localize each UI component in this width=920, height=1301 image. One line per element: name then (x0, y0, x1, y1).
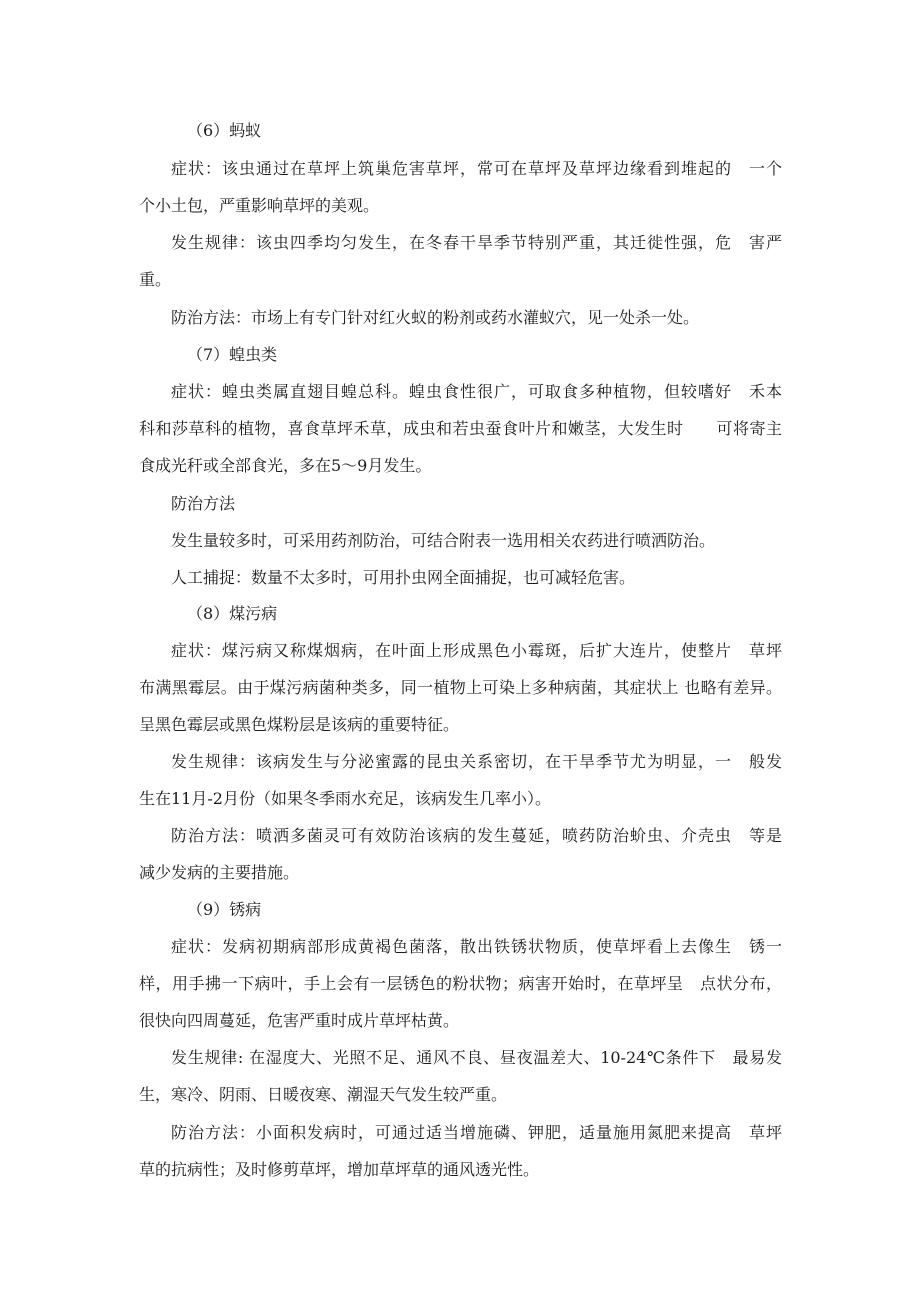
sooty-control-line-1: 防治方法：喷洒多菌灵可有效防治该病的发生蔓延，喷药防治蚧虫、介壳虫 等是 (171, 826, 782, 845)
section-heading-locust: （7）蝗虫类 (187, 345, 278, 364)
rust-symptom-line-2: 样，用手拂一下病叶，手上会有一层锈色的粉状物；病害开始时，在草坪呈 点状分布， (139, 974, 782, 993)
rust-pattern-line-2: 生，寒冷、阴雨、日暖夜寒、潮湿天气发生较严重。 (139, 1085, 508, 1104)
locust-symptom-line-3: 食成光秆或全部食光，多在5～9月发生。 (139, 456, 432, 475)
rust-control-line-2: 草的抗病性；及时修剪草坪，增加草坪草的通风透光性。 (139, 1160, 540, 1179)
sooty-symptom-line-2: 布满黑霉层。由于煤污病菌种类多，同一植物上可染上多种病菌，其症状上 也略有差异。 (139, 678, 782, 697)
section-heading-rust: （9）锈病 (187, 900, 262, 919)
sooty-symptom-line-1: 症状：煤污病又称煤烟病，在叶面上形成黑色小霉斑，后扩大连片，使整片 草坪 (171, 641, 782, 660)
locust-control-item-2: 人工捕捉：数量不太多时，可用扑虫网全面捕捉，也可减轻危害。 (171, 568, 636, 587)
sooty-pattern-line-2: 生在11月-2月份（如果冬季雨水充足，该病发生几率小）。 (139, 789, 551, 808)
section-heading-sooty-mold: （8）煤污病 (187, 604, 278, 623)
ant-symptom-line-2: 个小土包，严重影响草坪的美观。 (139, 196, 380, 215)
locust-control-title: 防治方法 (171, 494, 236, 513)
ant-control-line-1: 防治方法：市场上有专门针对红火蚁的粉剂或药水灌蚁穴，见一处杀一处。 (171, 308, 700, 327)
ant-symptom-line-1: 症状：该虫通过在草坪上筑巢危害草坪，常可在草坪及草坪边缘看到堆起的 一个 (171, 159, 782, 178)
locust-symptom-line-1: 症状：蝗虫类属直翅目蝗总科。蝗虫食性很广，可取食多种植物，但较嗜好 禾本 (171, 382, 782, 401)
rust-symptom-line-3: 很快向四周蔓延，危害严重时成片草坪枯黄。 (139, 1011, 460, 1030)
rust-pattern-line-1: 发生规律: 在湿度大、光照不足、通风不良、昼夜温差大、10-24℃条件下 最易发 (171, 1048, 782, 1067)
rust-symptom-line-1: 症状：发病初期病部形成黄褐色菌落，散出铁锈状物质，使草坪看上去像生 锈一 (171, 937, 782, 956)
sooty-symptom-line-3: 呈黑色霉层或黑色煤粉层是该病的重要特征。 (139, 715, 460, 734)
section-heading-ant: （6）蚂蚁 (187, 121, 262, 140)
rust-control-line-1: 防治方法：小面积发病时，可通过适当增施磷、钾肥，适量施用氮肥来提高 草坪 (171, 1123, 782, 1142)
ant-pattern-line-1: 发生规律：该虫四季均匀发生，在冬春干旱季节特别严重，其迁徙性强，危 害严 (171, 233, 782, 252)
locust-control-item-1: 发生量较多时，可采用药剂防治，可结合附表一选用相关农药进行喷洒防治。 (171, 531, 716, 550)
locust-symptom-line-2: 科和莎草科的植物，喜食草坪禾草，成虫和若虫蚕食叶片和嫩茎，大发生时 可将寄主 (139, 419, 782, 438)
ant-pattern-line-2: 重。 (139, 270, 172, 289)
sooty-pattern-line-1: 发生规律：该病发生与分泌蜜露的昆虫关系密切，在干旱季节尤为明显，一 般发 (171, 752, 782, 771)
sooty-control-line-2: 减少发病的主要措施。 (139, 863, 300, 882)
